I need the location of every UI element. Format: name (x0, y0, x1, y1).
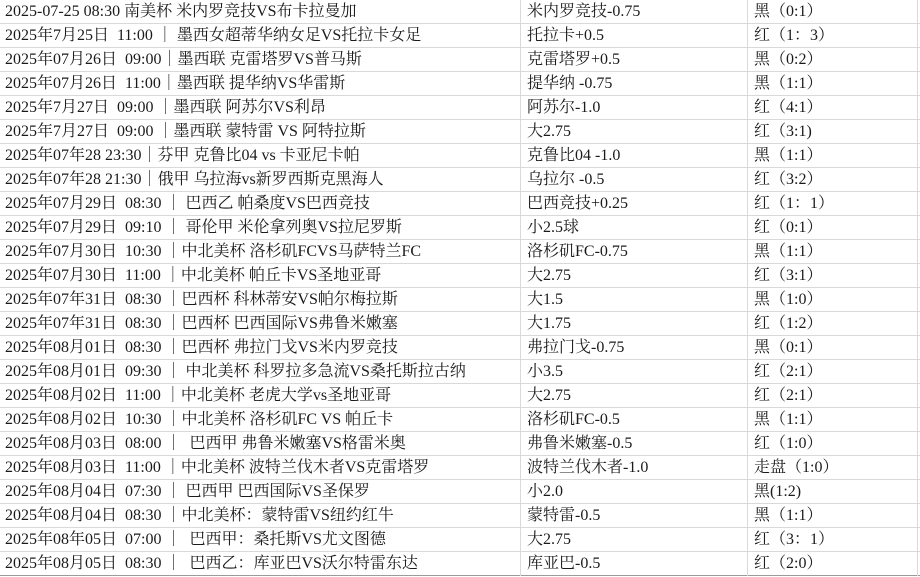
table-row (0, 216, 920, 240)
result-cell[interactable]: 黑（1:1） (748, 240, 918, 264)
pick-cell[interactable]: 克鲁比04 -1.0 (521, 144, 748, 168)
pick-cell[interactable]: 乌拉尔 -0.5 (521, 168, 748, 192)
result-cell[interactable]: 红（1:2） (748, 312, 918, 336)
match-cell[interactable]: 2025年08月04日 07:30 ｜ 巴西甲 巴西国际VS圣保罗 (0, 480, 521, 504)
result-cell[interactable]: 红（0:1） (748, 216, 918, 240)
match-cell[interactable]: 2025年07年28 21:30｜俄甲 乌拉海vs新罗西斯克黑海人 (0, 168, 521, 192)
table-row (0, 360, 920, 384)
result-cell[interactable]: 走盘（1:0） (748, 456, 918, 480)
table-row (0, 240, 920, 264)
table-row (0, 264, 920, 288)
result-cell[interactable]: 红（3:1） (748, 264, 918, 288)
pick-cell[interactable]: 大2.75 (521, 120, 748, 144)
pick-cell[interactable]: 库亚巴-0.5 (521, 552, 748, 576)
table-row (0, 96, 920, 120)
table-row (0, 48, 920, 72)
result-cell[interactable]: 黑（1:0） (748, 288, 918, 312)
table-row (0, 336, 920, 360)
match-cell[interactable]: 2025年08年05日 07:00 ｜ 巴西甲：桑托斯VS尤文图德 (0, 528, 521, 552)
pick-cell[interactable]: 阿苏尔-1.0 (521, 96, 748, 120)
table-row (0, 552, 920, 576)
result-cell[interactable]: 红（2:0） (748, 552, 918, 576)
pick-cell[interactable]: 波特兰伐木者-1.0 (521, 456, 748, 480)
table-row (0, 24, 920, 48)
table-row (0, 456, 920, 480)
pick-cell[interactable]: 大1.75 (521, 312, 748, 336)
match-cell[interactable]: 2025年7月27日 09:00 ｜墨西联 蒙特雷 VS 阿特拉斯 (0, 120, 521, 144)
table-row (0, 0, 920, 24)
match-cell[interactable]: 2025年08月05日 08:30 ｜ 巴西乙：库亚巴VS沃尔特雷东达 (0, 552, 521, 576)
match-cell[interactable]: 2025年07月26日 11:00｜墨西联 提华纳VS华雷斯 (0, 72, 521, 96)
table-row (0, 288, 920, 312)
table-row (0, 168, 920, 192)
match-cell[interactable]: 2025-07-25 08:30 南美杯 米内罗竞技VS布卡拉曼加 (0, 0, 521, 24)
match-cell[interactable]: 2025年08月02日 11:00 ｜中北美杯 老虎大学vs圣地亚哥 (0, 384, 521, 408)
match-cell[interactable]: 2025年07月29日 09:10 ｜ 哥伦甲 米伦拿列奥VS拉尼罗斯 (0, 216, 521, 240)
pick-cell[interactable]: 克雷塔罗+0.5 (521, 48, 748, 72)
table-row (0, 72, 920, 96)
result-cell[interactable]: 红（4:1） (748, 96, 918, 120)
table-row (0, 528, 920, 552)
result-cell[interactable]: 黑（1:1） (748, 72, 918, 96)
match-cell[interactable]: 2025年08月01日 09:30 ｜ 中北美杯 科罗拉多急流VS桑托斯拉古纳 (0, 360, 521, 384)
pick-cell[interactable]: 洛杉矶FC-0.75 (521, 240, 748, 264)
match-cell[interactable]: 2025年07月29日 08:30 ｜ 巴西乙 帕桑度VS巴西竞技 (0, 192, 521, 216)
pick-cell[interactable]: 小2.0 (521, 480, 748, 504)
match-cell[interactable]: 2025年08月03日 11:00 ｜中北美杯 波特兰伐木者VS克雷塔罗 (0, 456, 521, 480)
result-cell[interactable]: 红（3:2） (748, 168, 918, 192)
result-cell[interactable]: 黑（0:2） (748, 48, 918, 72)
table-row (0, 120, 920, 144)
match-cell[interactable]: 2025年07月30日 10:30 ｜中北美杯 洛杉矶FCVS马萨特兰FC (0, 240, 521, 264)
pick-cell[interactable]: 弗鲁米嫩塞-0.5 (521, 432, 748, 456)
result-cell[interactable]: 黑（0:1） (748, 0, 918, 24)
match-cell[interactable]: 2025年07月26日 09:00｜墨西联 克雷塔罗VS普马斯 (0, 48, 521, 72)
table-row (0, 312, 920, 336)
table-row (0, 432, 920, 456)
match-cell[interactable]: 2025年08月04日 08:30 ｜中北美杯：蒙特雷VS纽约红牛 (0, 504, 521, 528)
pick-cell[interactable]: 托拉卡+0.5 (521, 24, 748, 48)
match-cell[interactable]: 2025年7月27日 09:00 ｜墨西联 阿苏尔VS利昂 (0, 96, 521, 120)
result-cell[interactable]: 红（2:1） (748, 360, 918, 384)
pick-cell[interactable]: 米内罗竞技-0.75 (521, 0, 748, 24)
pick-cell[interactable]: 小3.5 (521, 360, 748, 384)
result-cell[interactable]: 红（2:1） (748, 384, 918, 408)
pick-cell[interactable]: 大2.75 (521, 264, 748, 288)
match-cell[interactable]: 2025年07年31日 08:30 ｜巴西杯 巴西国际VS弗鲁米嫩塞 (0, 312, 521, 336)
table-row (0, 480, 920, 504)
result-cell[interactable]: 黑(1:2) (748, 480, 918, 504)
pick-cell[interactable]: 洛杉矶FC-0.5 (521, 408, 748, 432)
pick-cell[interactable]: 大2.75 (521, 384, 748, 408)
table-row (0, 144, 920, 168)
pick-cell[interactable]: 提华纳 -0.75 (521, 72, 748, 96)
result-cell[interactable]: 红（3：1） (748, 528, 918, 552)
pick-cell[interactable]: 巴西竞技+0.25 (521, 192, 748, 216)
pick-cell[interactable]: 弗拉门戈-0.75 (521, 336, 748, 360)
table-row (0, 192, 920, 216)
pick-cell[interactable]: 小2.5球 (521, 216, 748, 240)
result-cell[interactable]: 红（1：3） (748, 24, 918, 48)
table-row (0, 384, 920, 408)
result-cell[interactable]: 黑（1:1） (748, 408, 918, 432)
result-cell[interactable]: 红（1:0） (748, 432, 918, 456)
result-cell[interactable]: 黑（1:1） (748, 144, 918, 168)
result-cell[interactable]: 红（3:1) (748, 120, 918, 144)
table-row (0, 408, 920, 432)
result-cell[interactable]: 红（1：1） (748, 192, 918, 216)
table-row (0, 504, 920, 528)
match-cell[interactable]: 2025年7月25日 11:00 ｜ 墨西女超蒂华纳女足VS托拉卡女足 (0, 24, 521, 48)
result-cell[interactable]: 黑（1:1） (748, 504, 918, 528)
match-cell[interactable]: 2025年08月03日 08:00 ｜ 巴西甲 弗鲁米嫩塞VS格雷米奥 (0, 432, 521, 456)
match-cell[interactable]: 2025年07年31日 08:30 ｜巴西杯 科林蒂安VS帕尔梅拉斯 (0, 288, 521, 312)
match-cell[interactable]: 2025年07月30日 11:00 ｜中北美杯 帕丘卡VS圣地亚哥 (0, 264, 521, 288)
pick-cell[interactable]: 蒙特雷-0.5 (521, 504, 748, 528)
pick-cell[interactable]: 大1.5 (521, 288, 748, 312)
match-cell[interactable]: 2025年07年28 23:30｜芬甲 克鲁比04 vs 卡亚尼卡帕 (0, 144, 521, 168)
result-cell[interactable]: 黑（0:1） (748, 336, 918, 360)
pick-cell[interactable]: 大2.75 (521, 528, 748, 552)
match-cell[interactable]: 2025年08月01日 08:30 ｜巴西杯 弗拉门戈VS米内罗竞技 (0, 336, 521, 360)
match-cell[interactable]: 2025年08月02日 10:30 ｜中北美杯 洛杉矶FC VS 帕丘卡 (0, 408, 521, 432)
